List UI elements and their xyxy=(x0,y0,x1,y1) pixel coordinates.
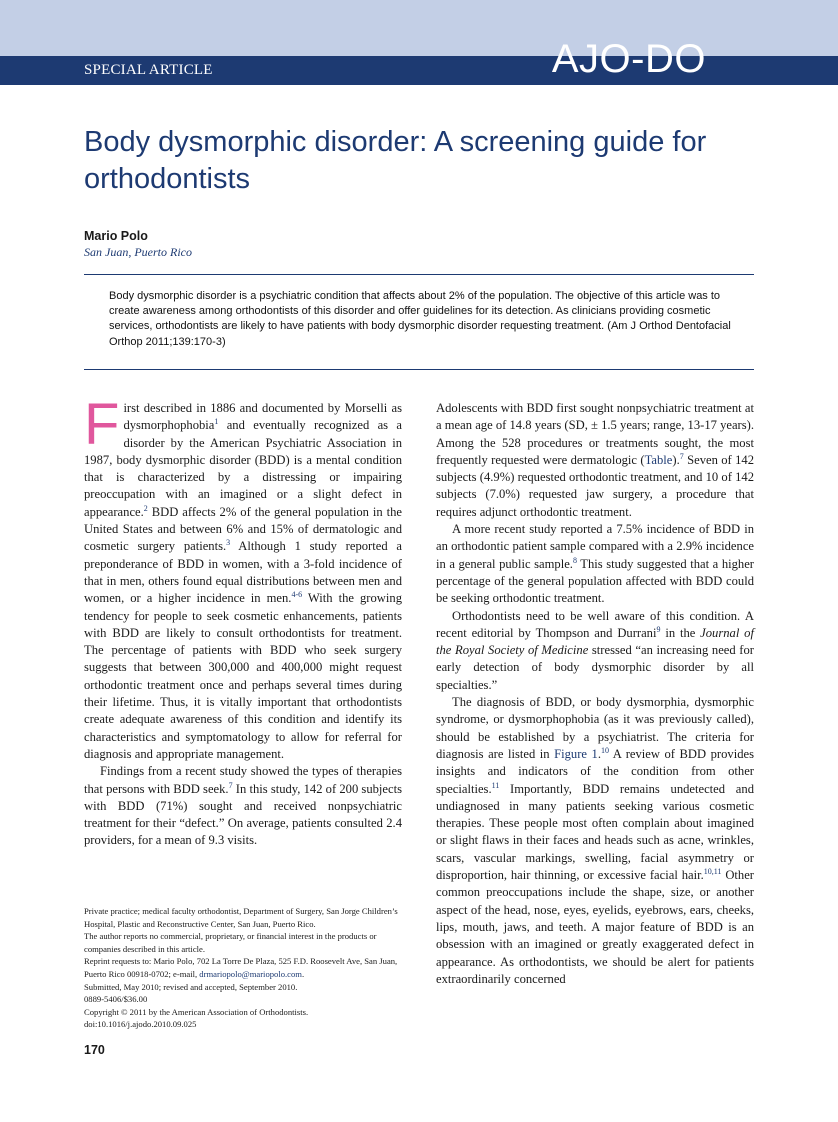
paragraph-recent-study: A more recent study reported a 7.5% incidence of BDD in an orthodontic patient sample compared with a 2.9% incidence in a general public sample.$^8$ This study suggested that a higher percentage of the general population affected with BDD could be seeking orthodontic treatment. xyxy=(436,522,754,606)
journal-name: Journal of the Royal Society of Medicine xyxy=(436,625,754,658)
author-name: Mario Polo xyxy=(84,229,148,243)
reference-link[interactable]: 4-6 xyxy=(291,590,303,600)
reference-link[interactable]: 8 xyxy=(572,555,577,565)
footnote-reprint: Reprint requests to: Mario Polo, 702 La Torre De Plaza, 525 F.D. Roosevelt Ave, San Juan, Puerto Rico 00918-0702; e-mail, drmariopolo@mariopolo.com. xyxy=(84,956,398,979)
table-link[interactable]: Table xyxy=(644,452,673,467)
reference-link[interactable]: 3 xyxy=(226,538,231,548)
abstract: Body dysmorphic disorder is a psychiatric condition that affects about 2% of the population. The objective of this article was to create awareness among orthodontists of this disorder and offer guidelines for its detection. As clinicians providing cosmetic services, orthodontists are likely to have patients with body dysmorphic disorder requesting treatment. (Am J Orthod Dentofacial Orthop 2011;139:170-3) xyxy=(109,290,731,348)
footnote-copyright: Copyright © 2011 by the American Association of Orthodontists. xyxy=(84,1006,309,1017)
article-footnote xyxy=(84,905,402,1031)
abstract-bottom-rule xyxy=(84,369,754,370)
reference-link[interactable]: 2 xyxy=(143,503,148,513)
paragraph-intro: First described in 1886 and documented by Morselli as dysmorphophobia$^1$ and eventually recognized as a disorder by the American Psychiatric Association in 1987, body dysmorphic disorder (BDD) is a mental condition that is characterized by a distressing or impairing preoccupation with an imagined or a slight defect in appearance.$^2$ BDD affects 2% of the general population in the United States and between 6% and 15% of dermatologic and cosmetic surgery patients.$^3$ Although 1 study reported a preponderance of BDD in women, with a 3-fold incidence of that in men, others found equal distributions between men and women, or a higher incidence in men.$^{4-6}$ With the growing tendency for people to seek cosmetic enhancements, patients with BDD are likely to consult orthodontists for treatment. The percentage of patients with BDD who seek surgery suggests that between 300,000 and 400,000 might request orthodontic treatment once and perhaps several times during their lifetime. Thus, it is vitally important that orthodontists create adequate awareness of this condition and identify its characteristics and symptomatology to allow for referral for diagnosis and appropriate management. xyxy=(84,392,402,761)
reference-link[interactable]: 1 xyxy=(214,417,219,427)
footnote-submitted: Submitted, May 2010; revised and accepted, September 2010. xyxy=(84,981,298,992)
abstract-top-rule xyxy=(84,274,754,275)
paragraph-awareness: Orthodontists need to be well aware of this condition. A recent editorial by Thompson and Durrani$^9$ in the Journal of the Royal Society of Medicine stressed “an increasing need for early detection of body dysmorphic disorder by all specialties.” xyxy=(436,608,754,692)
journal-logo: AJO-DO xyxy=(551,37,706,81)
reference-link[interactable]: 10 xyxy=(600,745,609,755)
footnote-disclosure: The author reports no commercial, proprietary, or financial interest in the products or companies described in this article. xyxy=(84,931,377,954)
reference-link[interactable]: 10,11 xyxy=(703,867,722,877)
footnote-doi: doi:10.1016/j.ajodo.2010.09.025 xyxy=(84,1019,197,1030)
article-title: Body dysmorphic disorder: A screening guide for orthodontists xyxy=(84,126,707,195)
figure-link[interactable]: Figure 1 xyxy=(554,746,598,761)
reference-link[interactable]: 7 xyxy=(679,451,684,461)
paragraph-adolescents: Adolescents with BDD first sought nonpsychiatric treatment at a mean age of 14.8 years (SD, ± 1.5 years; range, 13-17 years). Among the 528 procedures or treatments sought, the most frequently requested were dermatologic (Table).$^7$ Seven of 142 subjects (4.9%) requested orthodontic treatment, and 10 of 142 subjects (7.0%) requested jaw surgery, a procedure that requires adjunct orthodontic treatment. xyxy=(436,401,754,519)
section-label: SPECIAL ARTICLE xyxy=(84,62,213,78)
reference-link[interactable]: 7 xyxy=(228,780,233,790)
reference-link[interactable]: 9 xyxy=(656,624,661,634)
footnote-practice: Private practice; medical faculty orthodontist, Department of Surgery, San Jorge Children’s Hospital, Plastic and Reconstructive Center, San Juan, Puerto Rico. xyxy=(84,906,398,929)
right-column xyxy=(436,400,754,988)
reference-link[interactable]: 11 xyxy=(491,780,500,790)
paragraph-therapies: Findings from a recent study showed the types of therapies that persons with BDD seek.$^7$ In this study, 142 of 200 subjects with BDD (71%) sought and received nonpsychiatric treatment for their “defect.” On average, patients consulted 2.4 providers, for a mean of 9.3 visits. xyxy=(84,764,402,848)
email-link[interactable]: drmariopolo@mariopolo.com xyxy=(199,968,302,979)
paragraph-diagnosis: The diagnosis of BDD, or body dysmorphia, dysmorphic syndrome, or dysmorphophobia (as it was previously called), should be established by a psychiatrist. The criteria for diagnosis are listed in Figure 1.10 A review of BDD provides insights and indicators of the condition from other specialties.$^{11}$ Importantly, BDD remains undetected and undiagnosed in many patients seeking various cosmetic therapies. These people most often complain about imagined or slight flaws in their faces and heads such as acne, wrinkles, scars, vascular markings, swelling, facial asymmetry or disproportion, hair thinning, or excessive facial hair.$^{10,11}$ Other common preoccupations include the shape, size, or another aspect of the head, nose, eyes, eyelids, eyebrows, ears, cheeks, lips, mouth, jaws, and teeth. A major feature of BDD is an obsession with an imagined or greatly exaggerated defect in appearance. As orthodontists, we should be alert for patients extraordinarily concerned xyxy=(436,695,755,986)
drop-cap: F xyxy=(84,392,120,457)
page-number: 170 xyxy=(84,1043,105,1057)
header-band xyxy=(0,0,838,56)
footnote-issn: 0889-5406/$36.00 xyxy=(84,994,148,1005)
left-column xyxy=(84,392,402,850)
author-affiliation: San Juan, Puerto Rico xyxy=(84,245,192,259)
